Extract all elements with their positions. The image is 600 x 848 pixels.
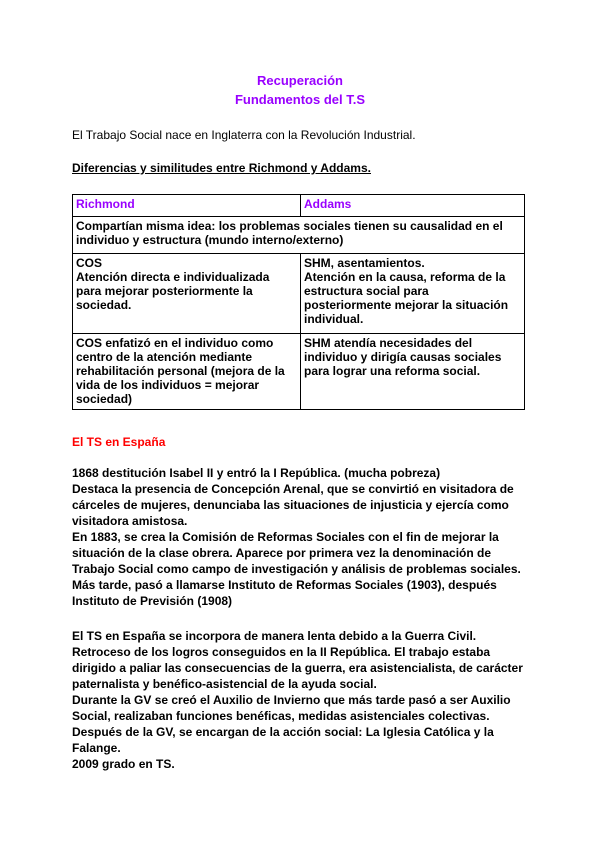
richmond-cos-cell xyxy=(73,254,301,334)
history-paragraph-2 xyxy=(72,628,532,772)
shared-idea-cell xyxy=(73,217,525,254)
table-row-shared xyxy=(73,217,525,254)
table-cell-line: individuo y estructura (mundo interno/externo) xyxy=(76,233,344,247)
paragraph-line: dirigido a paliar las consecuencias de la guerra, era asistencialista, de carácter xyxy=(72,661,523,675)
table-cell-line: centro de la atención mediante xyxy=(76,350,253,364)
table-cell-line: vida de los individuos = mejorar xyxy=(76,378,260,392)
paragraph-line: Instituto de Previsión (1908) xyxy=(72,594,233,608)
table-cell-line: SHM atendía necesidades del xyxy=(304,336,473,350)
paragraph-line: Trabajo Social como campo de investigación y análisis de problemas sociales. xyxy=(72,562,521,576)
table-cell-line: rehabilitación personal (mejora de la xyxy=(76,364,285,378)
table-cell-line: COS xyxy=(76,256,103,270)
addams-focus-cell xyxy=(301,334,525,410)
table-cell-line: estructura social para xyxy=(304,284,429,298)
paragraph-line: 1868 destitución Isabel II y entró la I República. (mucha pobreza) xyxy=(72,466,441,480)
paragraph-line: Retroceso de los logros conseguidos en la II República. El trabajo estaba xyxy=(72,645,491,659)
table-cell-line: individual. xyxy=(304,312,364,326)
document-subtitle: Fundamentos del T.S xyxy=(234,92,365,107)
richmond-focus-cell xyxy=(73,334,301,410)
table-cell-line: Atención en la causa, reforma de la xyxy=(304,270,506,284)
paragraph-line: 2009 grado en TS. xyxy=(72,757,175,771)
paragraph-line: Más tarde, pasó a llamarse Instituto de Reformas Sociales (1903), después xyxy=(72,578,497,592)
addams-shm-cell xyxy=(301,254,525,334)
table-cell-line: Compartían misma idea: los problemas sociales tienen su causalidad en el xyxy=(76,219,503,233)
header-addams: Addams xyxy=(301,195,525,217)
table-cell-line: SHM, asentamientos. xyxy=(304,256,425,270)
table-cell-line: posteriormente mejorar la situación xyxy=(304,298,509,312)
document-title: Recuperación xyxy=(257,73,343,88)
paragraph-line: visitadora amistosa. xyxy=(72,514,188,528)
paragraph-line: En 1883, se crea la Comisión de Reformas Sociales con el fin de mejorar la xyxy=(72,530,499,544)
paragraph-line: El TS en España se incorpora de manera lenta debido a la Guerra Civil. xyxy=(72,629,477,643)
section-title-spain: El TS en España xyxy=(72,435,166,449)
comparison-heading: Diferencias y similitudes entre Richmond y Addams. xyxy=(72,161,371,175)
table-cell-line: sociedad) xyxy=(76,392,133,406)
table-cell-line: para mejorar posteriormente la xyxy=(76,284,253,298)
paragraph-line: Destaca la presencia de Concepción Arenal, que se convirtió en visitadora de xyxy=(72,482,514,496)
paragraph-line: Falange. xyxy=(72,741,121,755)
header-richmond: Richmond xyxy=(73,195,301,217)
table-cell-line: individuo y dirigía causas sociales xyxy=(304,350,502,364)
paragraph-line: situación de la clase obrera. Aparece por primera vez la denominación de xyxy=(72,546,492,560)
paragraph-line: cárceles de mujeres, denunciaba las situaciones de injusticia y ejercía como xyxy=(72,498,509,512)
history-paragraph-1 xyxy=(72,465,532,609)
table-cell-line: Atención directa e individualizada xyxy=(76,270,270,284)
table-row xyxy=(73,334,525,410)
table-cell-line: COS enfatizó en el individuo como xyxy=(76,336,274,350)
paragraph-line: paternalista y benéfico-asistencial de la ayuda social. xyxy=(72,677,377,691)
paragraph-line: Después de la GV, se encargan de la acción social: La Iglesia Católica y la xyxy=(72,725,494,739)
table-cell-line: para lograr una reforma social. xyxy=(304,364,481,378)
table-cell-line: sociedad. xyxy=(76,298,132,312)
paragraph-line: Durante la GV se creó el Auxilio de Invierno que más tarde pasó a ser Auxilio xyxy=(72,693,511,707)
comparison-table xyxy=(72,194,525,410)
intro-paragraph: El Trabajo Social nace en Inglaterra con la Revolución Industrial. xyxy=(72,128,416,142)
table-header-row xyxy=(73,195,525,217)
paragraph-line: Social, realizaban funciones benéficas, medidas asistenciales colectivas. xyxy=(72,709,490,723)
table-row xyxy=(73,254,525,334)
